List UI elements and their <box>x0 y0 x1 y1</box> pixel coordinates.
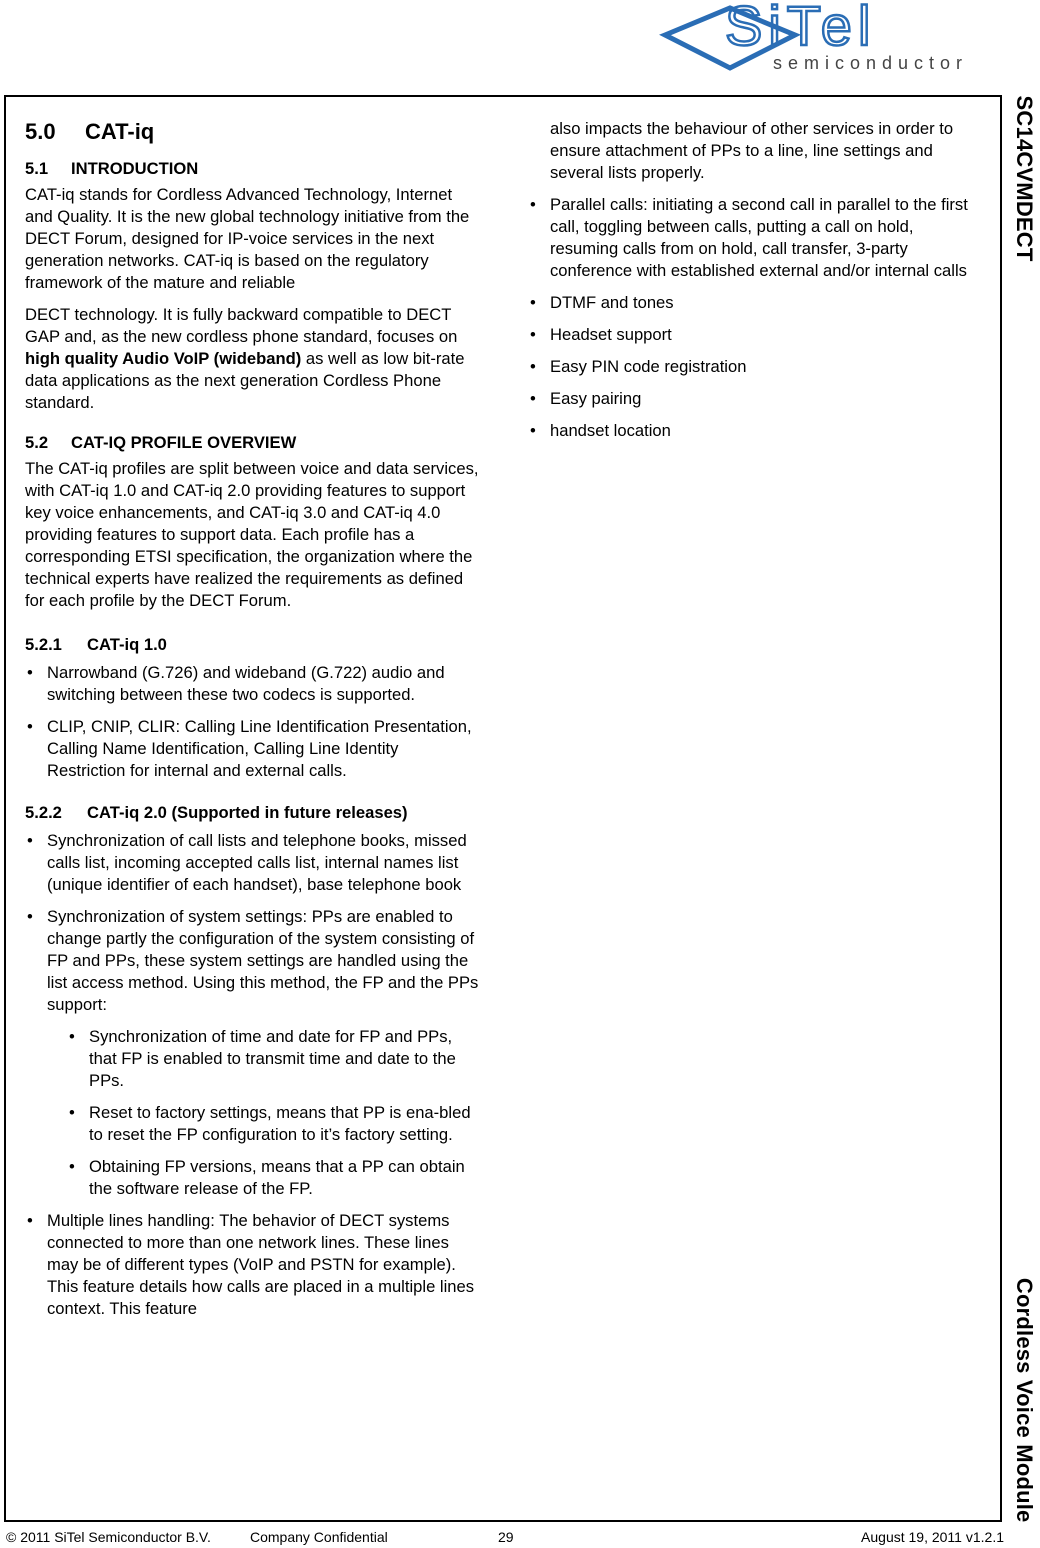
list-item-text: Multiple lines handling: The behavior of DECT systems connected to more than one network lines. These lines may be of different types (VoIP and PSTN for example). This feature details how calls are placed in a multiple lines context. This feature <box>47 1211 475 1318</box>
cat-iq-2-list-continued <box>528 194 980 442</box>
bullet-icon: • <box>27 1211 33 1230</box>
logo-brand-text: SiTel <box>725 0 877 57</box>
section-title: INTRODUCTION <box>71 159 199 178</box>
footer-page-number: 29 <box>498 1529 514 1545</box>
intro-paragraph-2-start: DECT technology. It is fully backward compatible to DECT GAP and, as the new cordless phone standard, focuses on <box>25 305 458 346</box>
list-item-text: Synchronization of system settings: PPs are enabled to change partly the configuration of the system consisting of FP and PPs, these system settings are handled using the list access method. Using this method, the FP and the PPs support: <box>47 907 479 1014</box>
footer-confidential: Company Confidential <box>250 1529 388 1545</box>
list-item <box>528 194 980 282</box>
page-footer <box>0 1527 1040 1547</box>
bullet-icon: • <box>27 907 33 926</box>
section-title: CAT-iq 2.0 (Supported in future releases) <box>87 803 408 822</box>
intro-paragraph-1: CAT-iq stands for Cordless Advanced Technology, Internet and Quality. It is the new global technology initiative from the DECT Forum, designed for IP-voice services in the next generation networks. CAT-iq is based on the regulatory framework of the mature and reliable <box>25 185 470 292</box>
sublist-item-text: Reset to factory settings, means that PP is ena-bled to reset the FP configuration to it’s factory setting. <box>89 1103 471 1144</box>
bullet-icon: • <box>530 195 536 214</box>
section-title: CAT-iq 1.0 <box>87 635 167 654</box>
list-item <box>528 356 980 378</box>
bullet-icon: • <box>27 717 33 736</box>
intro-paragraph-2-bold: high quality Audio VoIP (wideband) <box>25 349 302 368</box>
sitel-logo-graphic <box>655 0 1035 80</box>
list-item-text: Headset support <box>550 325 672 344</box>
section-heading-5-0 <box>25 118 480 146</box>
list-item-text: DTMF and tones <box>550 293 674 312</box>
list-item-text: Narrowband (G.726) and wideband (G.722) audio and switching between these two codecs is supported. <box>47 663 445 704</box>
cat-iq-1-list <box>25 662 480 782</box>
system-settings-sublist <box>47 1026 480 1200</box>
list-item-text: handset location <box>550 421 671 440</box>
sublist-item-text: Obtaining FP versions, means that a PP can obtain the software release of the FP. <box>89 1157 465 1198</box>
bullet-icon: • <box>530 325 536 344</box>
section-heading-5-2-2 <box>25 802 480 824</box>
footer-copyright: © 2011 SiTel Semiconductor B.V. <box>6 1529 211 1545</box>
side-label <box>1008 95 1040 1522</box>
section-heading-5-2 <box>25 432 480 454</box>
list-item <box>25 662 480 706</box>
bullet-icon: • <box>27 831 33 850</box>
list-item-text: Synchronization of call lists and telephone books, missed calls list, incoming accepted calls list, internal names list (unique identifier of each handset), base telephone book <box>47 831 467 894</box>
cat-iq-2-list <box>25 830 480 1320</box>
section-number: 5.2.1 <box>25 635 62 654</box>
list-item <box>528 324 980 346</box>
section-title: CAT-IQ PROFILE OVERVIEW <box>71 433 297 452</box>
section-number: 5.0 <box>25 119 56 144</box>
list-item-text: Easy PIN code registration <box>550 357 747 376</box>
bullet-icon: • <box>530 357 536 376</box>
sublist-item <box>67 1156 480 1200</box>
list-item <box>25 1210 480 1320</box>
list-item-text: CLIP, CNIP, CLIR: Calling Line Identification Presentation, Calling Name Identification, Calling Line Identity Restriction for internal and external calls. <box>47 717 472 780</box>
intro-paragraph-2-end: as well as low bit-rate data applications as the next generation Cordless Phone standard. <box>25 349 465 412</box>
list-item-text: Easy pairing <box>550 389 642 408</box>
bullet-icon: • <box>69 1103 75 1122</box>
sitel-logo <box>655 0 1035 80</box>
intro-paragraph-2 <box>25 304 480 414</box>
side-label-product: SC14CVMDECT <box>1012 95 1037 262</box>
side-label-text <box>1011 95 1037 1522</box>
bullet-icon: • <box>530 389 536 408</box>
section-heading-5-2-1 <box>25 634 480 656</box>
side-label-title: Cordless Voice Module <box>1012 1277 1037 1522</box>
bullet-icon: • <box>27 663 33 682</box>
list-item <box>25 716 480 782</box>
bullet-icon: • <box>530 293 536 312</box>
list-item <box>25 906 480 1200</box>
section-number: 5.2.2 <box>25 803 62 822</box>
section-title: CAT-iq <box>85 119 155 144</box>
right-column <box>528 118 980 452</box>
footer-date-version: August 19, 2011 v1.2.1 <box>861 1529 1004 1545</box>
list-item <box>528 420 980 442</box>
list-item <box>25 830 480 896</box>
sublist-item <box>67 1102 480 1146</box>
left-column <box>25 118 480 1330</box>
list-item <box>528 292 980 314</box>
list-item-text: Parallel calls: initiating a second call in parallel to the first call, toggling between calls, putting a call on hold, resuming calls from on hold, call transfer, 3-party conference with established external and/or internal calls <box>550 195 968 280</box>
bullet-icon: • <box>69 1157 75 1176</box>
list-item <box>528 388 980 410</box>
sublist-item <box>67 1026 480 1092</box>
section-number: 5.1 <box>25 159 49 178</box>
profile-overview-paragraph: The CAT-iq profiles are split between voice and data services, with CAT-iq 1.0 and CAT-iq 2.0 providing features to support key voice enhancements, and CAT-iq 3.0 and CAT-iq 4.0 providing features to support data. Each profile has a corresponding ETSI specification, the organization where the technical experts have realized the requirements as defined for each profile by the DECT Forum. <box>25 459 479 610</box>
sublist-item-text: Synchronization of time and date for FP and PPs, that FP is enabled to transmit time and date to the PPs. <box>89 1027 456 1090</box>
bullet-icon: • <box>69 1027 75 1046</box>
section-number: 5.2 <box>25 433 49 452</box>
logo-tagline-text: semiconductor <box>773 53 969 73</box>
multiple-lines-continuation: also impacts the behaviour of other services in order to ensure attachment of PPs to a line, line settings and several lists properly. <box>550 119 954 182</box>
section-heading-5-1 <box>25 158 480 180</box>
bullet-icon: • <box>530 421 536 440</box>
